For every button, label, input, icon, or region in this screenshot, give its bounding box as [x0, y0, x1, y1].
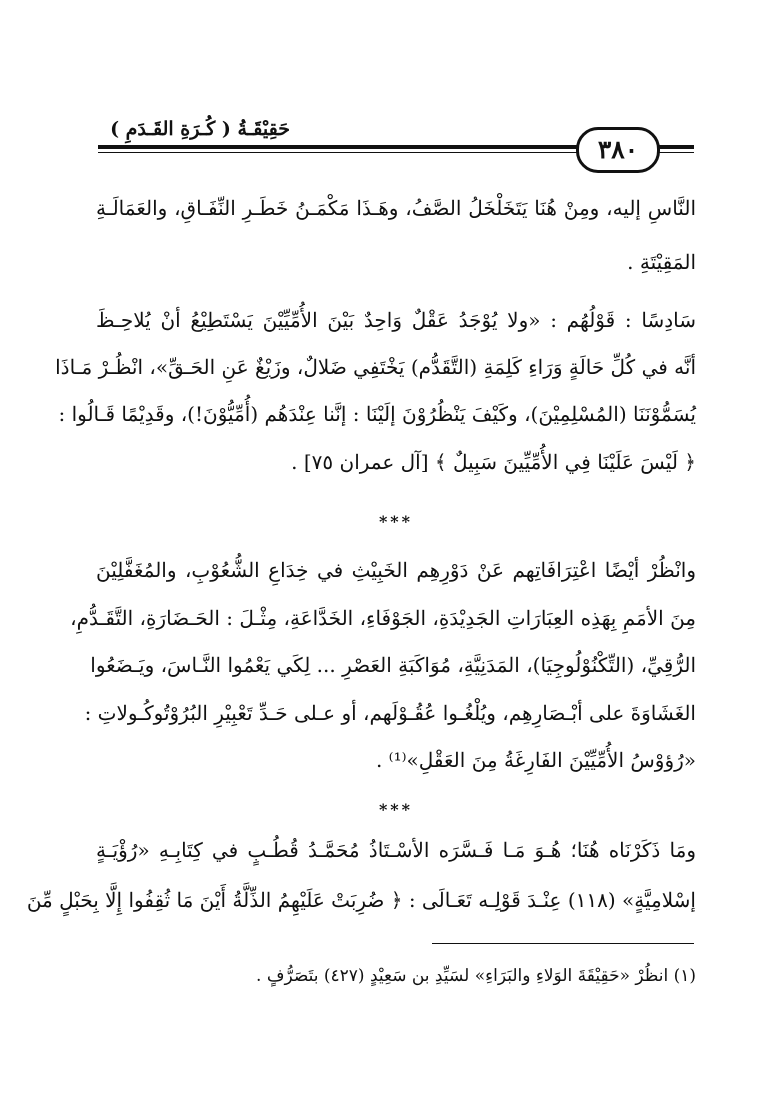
running-title: حَقِيْقَـةُ ( كُـرَةِ القَـدَمِ ) — [110, 118, 290, 140]
text-line: سَادِسًا : قَوْلُهُم : «ولا يُوْجَدُ عَقْلٌ وَاحِدٌ بَيْنَ الأُمِّيِّيْنَ يَسْتَطِيْعُ أنْ يُلاحِـظَ — [96, 308, 696, 332]
header-rule-thick — [98, 145, 582, 149]
quran-verse-line: ﴿ لَيْسَ عَلَيْنَا فِي الأُمِّيِّينَ سَبِيلٌ ﴾ [آل عمران ٧٥] . — [291, 450, 696, 474]
header-rule-thick-right — [654, 145, 694, 149]
text-line: أنَّه في كُلِّ حَالَةٍ وَرَاءِ كَلِمَةِ (التَّقَدُّم) يَخْتَفِي ضَلالٌ، وزَيْغٌ عَنِ الحَـقِّ»، انْظُـرْ مَـاذَا — [55, 355, 696, 379]
text-line: وانْظُرْ أيْضًا اعْتِرَافَاتِهم عَنْ دَوْرِهِم الخَبِيْثِ في خِدَاعِ الشُّعُوْبِ، والمُغَفَّلِيْنَ — [96, 558, 696, 582]
section-separator: *** — [378, 512, 414, 531]
text-line: النَّاسِ إليه، ومِنْ هُنَا يَتَخَلْخَلُ الصَّفُ، وهَـذَا مَكْمَـنُ خَطَـرِ النِّفَـاقِ، والعَمَالَـةِ — [96, 196, 696, 220]
text-line: «رُؤوْسُ الأُمِّيِّيْنَ الفَارِغَةُ مِنَ العَقْلِ»⁽¹⁾ . — [375, 748, 696, 772]
header-rule-thin — [98, 152, 582, 153]
header-rule-thin-right — [654, 152, 694, 153]
text-line: مِنَ الأمَمِ بِهَذِه العِبَارَاتِ الجَدِيْدَةِ، الجَوْفَاءِ، الخَدَّاعَةِ، مِثْـلَ : الحَـضَارَةِ، التَّقَـدُّمِ، — [70, 606, 696, 630]
text-line: إسْلامِيَّةٍ» (١١٨) عِنْـدَ قَوْلِـه تَعَـالَى : ﴿ ضُرِبَتْ عَلَيْهِمُ الذِّلَّةُ أَيْنَ مَا ثُقِفُوا إِلَّا بِحَبْلٍ مِّنَ — [26, 888, 696, 912]
footnote: (١) انظُرْ «حَقِيْقَةَ الوَلاءِ والبَرَاءِ» لسَيِّدِ بن سَعِيْدٍ (٤٢٧) بتَصَرُّفٍ . — [256, 966, 696, 986]
page-number: ٣٨٠ — [576, 127, 660, 173]
text-line: يُسَمُّوْنَنَا (المُسْلِمِيْنَ)، وكَيْفَ يَنْظُرُوْنَ إلَيْنَا : إنَّنا عِنْدَهُم (أُمِّيُّوْنَ!)، وقَدِيْمًا قَـالُوا : — [58, 402, 696, 426]
text-line: الرُّقِيِّ، (التِّكْنُوْلُوجِيَا)، المَدَنِيَّةِ، مُوَاكَبَةِ العَصْرِ ... لِكَي يَعْمُوا النَّـاسَ، ويَـضَعُوا — [90, 653, 696, 677]
section-separator: *** — [378, 800, 414, 819]
text-line: ومَا ذَكَرْنَاه هُنَا؛ هُـوَ مَـا فَـسَّرَه الأسْـتَاذُ مُحَمَّـدُ قُطُـبٍ في كِتَابِـهِ «رُؤْيَـةٍ — [96, 838, 696, 862]
text-line: المَقِيْتَةِ . — [627, 250, 696, 274]
footnote-rule — [432, 943, 694, 944]
text-line: الغَشَاوَةَ على أبْـصَارِهِم، ويُلْغُـوا عُقُـوْلَهم، أو عـلى حَـدِّ تَعْبِيْرِ البُرُوْتُوكُـولاتِ : — [84, 701, 696, 725]
